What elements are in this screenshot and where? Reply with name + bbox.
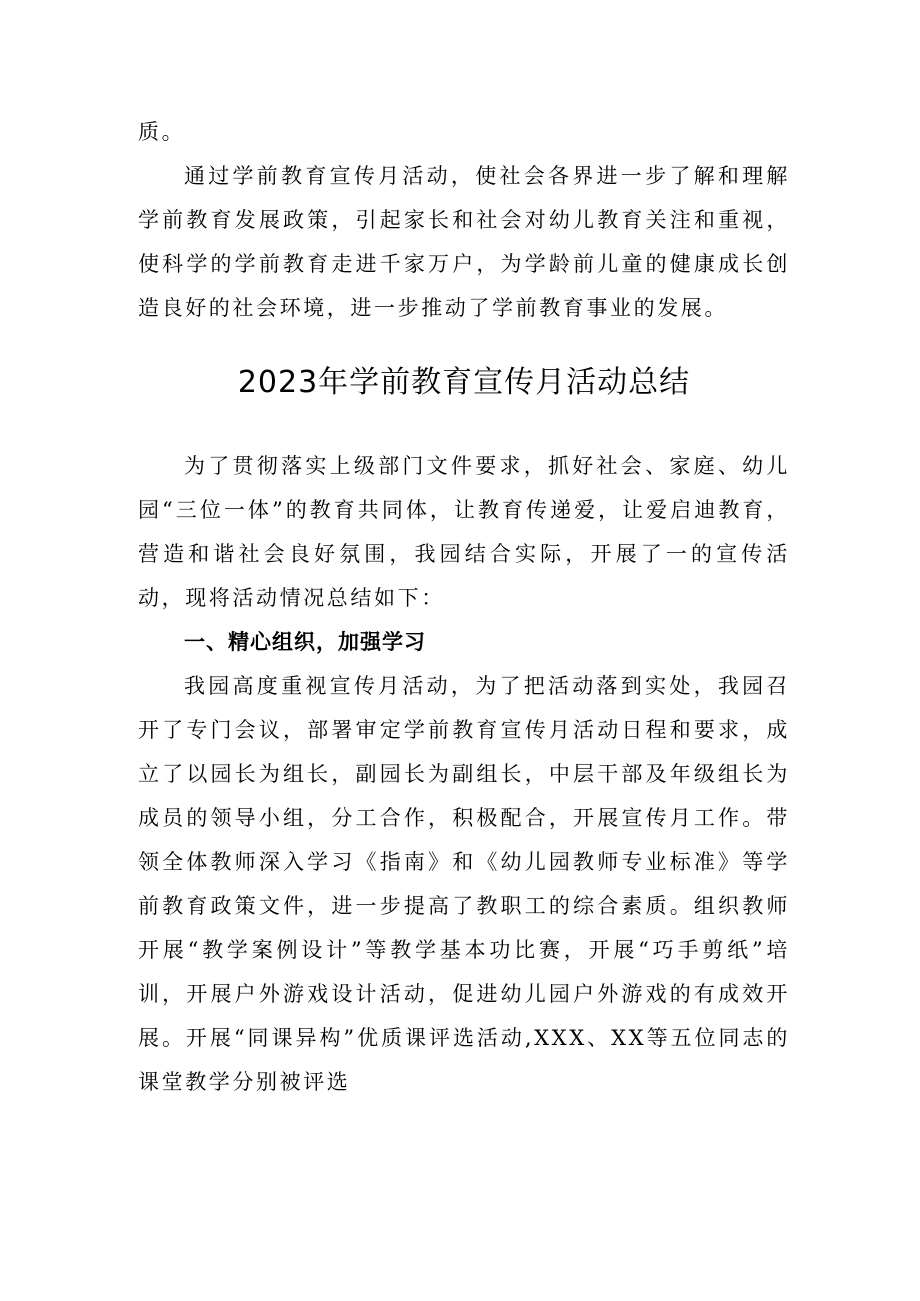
spacer: [138, 330, 790, 358]
opening-paragraph: 为了贯彻落实上级部门文件要求，抓好社会、家庭、幼儿园“三位一体”的教育共同体，让教育传递爱，让爱启迪教育，营造和谐社会良好氛围，我园结合实际，开展了一的宣传活动，现将活动情况总结如下：: [138, 454, 790, 610]
document-page: [138, 110, 790, 1104]
continuation-text: 质。: [138, 120, 186, 144]
section-paragraph: 我园高度重视宣传月活动，为了把活动落到实处，我园召开了专门会议，部署审定学前教育宣传月活动日程和要求，成立了以园长为组长，副园长为副组长，中层干部及年级组长为成员的领导小组，分工合作，积极配合，开展宣传月工作。带领全体教师深入学习《指南》和《幼儿园教师专业标准》等学前教育政策文件，进一步提高了教职工的综合素质。组织教师开展“教学案例设计”等教学基本功比赛，开展“巧手剪纸”培训，开展户外游戏设计活动，促进幼儿园户外游戏的有成效开展。开展“同课异构”优质课评选活动,XXX、XX等五位同志的课堂教学分别被评选: [138, 674, 790, 1094]
document-title: 2023年学前教育宣传月活动总结: [237, 365, 691, 400]
intro-paragraph: 通过学前教育宣传月活动，使社会各界进一步了解和理解学前教育发展政策，引起家长和社会对幼儿教育关注和重视，使科学的学前教育走进千家万户，为学龄前儿童的健康成长创造良好的社会环境，进一步推动了学前教育事业的发展。: [138, 164, 790, 320]
section-heading: 一、精心组织，加强学习: [184, 630, 426, 654]
spacer: [138, 408, 790, 444]
